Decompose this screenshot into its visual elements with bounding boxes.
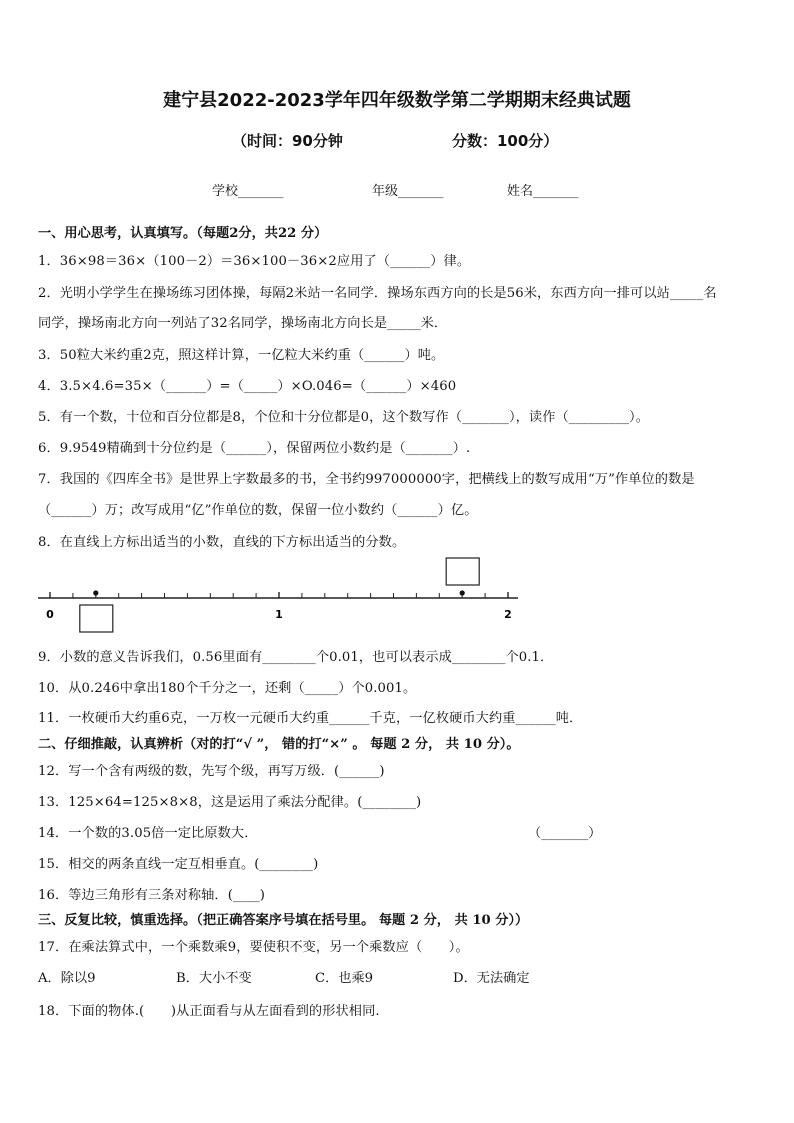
question-2-line-2: 同学，操场南北方向一列站了32名同学，操场南北方向长是_____米． bbox=[38, 316, 448, 331]
question-14-answer: （_______） bbox=[528, 826, 602, 841]
question-4: 4．3.5×4.6=35×（______）=（_____）×O.046=（______）×460 bbox=[38, 379, 457, 394]
question-17-option-a: A．除以9 bbox=[38, 971, 96, 986]
time-label: （时间：90分钟 bbox=[232, 132, 343, 150]
question-2-line-1: 2．光明小学学生在操场练习团体操，每隔2米站一名同学．操场东西方向的长是56米，东西方向一排可以站_____名 bbox=[38, 286, 717, 301]
school-field: 学校_______ bbox=[212, 184, 284, 199]
grade-field: 年级_______ bbox=[372, 184, 444, 199]
section-3-heading: 三、反复比较，慎重选择。（把正确答案序号填在括号里。 每题 2 分， 共 10 分）） bbox=[38, 913, 529, 928]
question-10: 10．从0.246中拿出180个千分之一，还剩（_____）个0.001。 bbox=[38, 681, 417, 696]
number-line-dot bbox=[93, 590, 98, 595]
tick-label-0: 0 bbox=[46, 608, 54, 621]
section-1-heading: 一、用心思考，认真填写。（每题2分，共22 分） bbox=[38, 226, 328, 241]
number-line-ticks bbox=[50, 592, 508, 598]
number-line-dot bbox=[460, 590, 465, 595]
question-7-line-1: 7．我国的《四库全书》是世界上字数最多的书，全书约997000000字，把横线上的数写成用“万”作单位的数是 bbox=[38, 472, 695, 487]
question-16: 16．等边三角形有三条对称轴．(____) bbox=[38, 888, 265, 903]
question-17-option-b: B．大小不变 bbox=[176, 971, 252, 986]
question-5: 5．有一个数，十位和百分位都是8，个位和十分位都是0，这个数写作（_______），读作（_________）。 bbox=[38, 410, 650, 425]
question-13: 13．125×64=125×8×8，这是运用了乘法分配律。(________) bbox=[38, 795, 422, 810]
name-field: 姓名_______ bbox=[507, 184, 579, 199]
question-17-option-d: D．无法确定 bbox=[453, 971, 530, 986]
tick-label-2: 2 bbox=[504, 608, 512, 621]
page-title: 建宁县2022-2023学年四年级数学第二学期期末经典试题 bbox=[163, 90, 631, 111]
score-label: 分数：100分） bbox=[452, 132, 559, 150]
question-15: 15．相交的两条直线一定互相垂直。(________) bbox=[38, 857, 319, 872]
question-17-option-c: C．也乘9 bbox=[315, 971, 374, 986]
question-17: 17．在乘法算式中，一个乘数乘9，要使积不变，另一个乘数应（ ）。 bbox=[38, 940, 469, 955]
question-18: 18．下面的物体.( )从正面看与从左面看到的形状相同. bbox=[38, 1004, 380, 1019]
section-2-heading: 二、仔细推敲，认真辨析（对的打“√ ”， 错的打“×” 。 每题 2 分， 共 10 分）。 bbox=[38, 737, 520, 752]
question-12: 12．写一个含有两级的数，先写个级，再写万级．(______) bbox=[38, 764, 385, 779]
answer-box-bottom bbox=[80, 605, 113, 632]
question-3: 3．50粒大米约重2克，照这样计算，一亿粒大米约重（______）吨。 bbox=[38, 348, 445, 363]
tick-label-1: 1 bbox=[275, 608, 283, 621]
number-line-figure bbox=[0, 555, 794, 635]
question-9: 9．小数的意义告诉我们，0.56里面有________个0.01，也可以表示成________个0.1． bbox=[38, 650, 554, 665]
answer-box-top bbox=[446, 558, 479, 585]
question-1: 1．36×98＝36×（100－2）＝36×100－36×2应用了（______）律。 bbox=[38, 254, 471, 269]
question-14: 14．一个数的3.05倍一定比原数大． bbox=[38, 826, 258, 841]
question-11: 11．一枚硬币大约重6克，一万枚一元硬币大约重______千克，一亿枚硬币大约重______吨． bbox=[38, 711, 583, 726]
question-7-line-2: （______）万；改写成用“亿”作单位的数，保留一位小数约（______）亿。 bbox=[38, 503, 478, 518]
question-8: 8．在直线上方标出适当的小数，直线的下方标出适当的分数。 bbox=[38, 535, 406, 550]
question-6: 6．9.9549精确到十分位约是（______），保留两位小数约是（_______）. bbox=[38, 441, 471, 456]
